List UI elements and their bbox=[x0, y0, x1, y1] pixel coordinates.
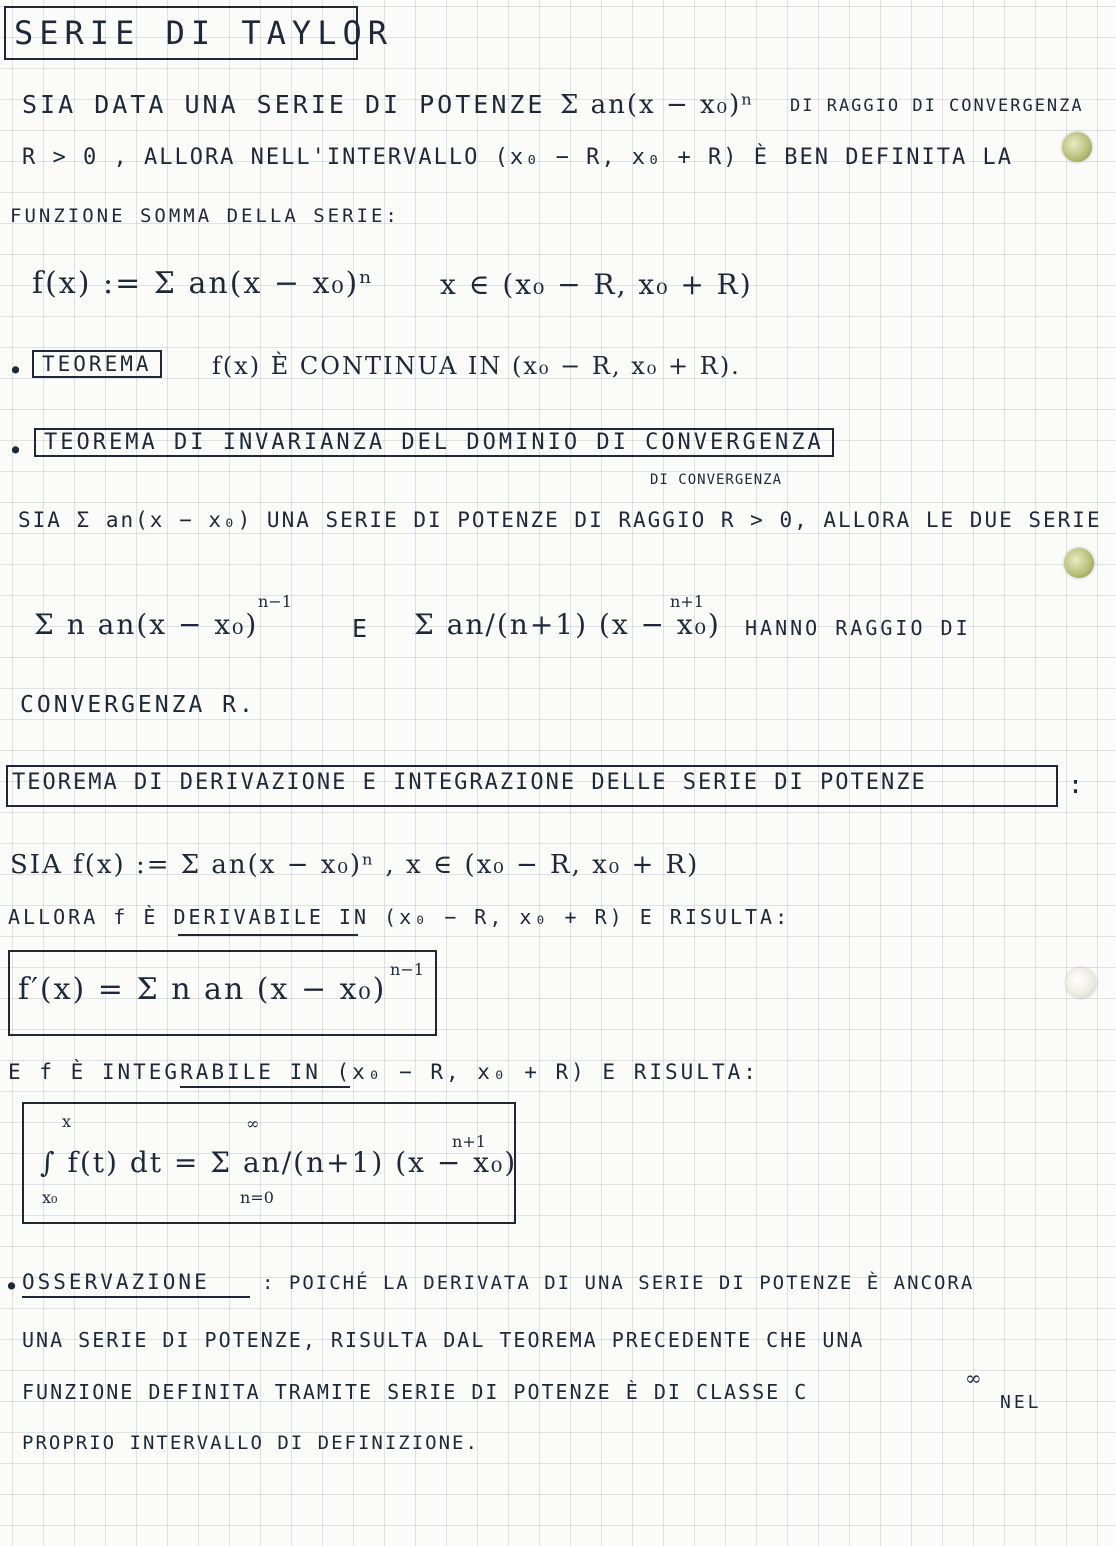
sum-lower-limit: n=0 bbox=[240, 1188, 274, 1207]
theorem2-label: TEOREMA DI INVARIANZA DEL DOMINIO DI CONVERGENZA bbox=[34, 428, 834, 457]
binder-hole-2 bbox=[1064, 548, 1094, 578]
theorem1-label: TEOREMA bbox=[32, 350, 162, 378]
theorem2-and: E bbox=[352, 614, 371, 643]
integral-formula: ∫ f(t) dt = Σ an/(n+1) (x − x₀) bbox=[40, 1146, 518, 1179]
observation-class-exp: ∞ bbox=[965, 1366, 982, 1390]
integral-exp: n+1 bbox=[452, 1132, 486, 1151]
observation-line-1: : POICHÉ LA DERIVATA DI UNA SERIE DI POTENZE È ANCORA bbox=[262, 1272, 975, 1294]
theorem3-colon: : bbox=[1068, 770, 1087, 799]
theorem3-line-1: SIA f(x) := Σ an(x − x₀)ⁿ , x ∈ (x₀ − R, x₀ + R) bbox=[10, 850, 700, 880]
theorem2-bullet: • bbox=[8, 436, 27, 465]
derivative-formula: f′(x) = Σ n an (x − x₀) bbox=[18, 972, 387, 1007]
theorem2-series-a: Σ n an(x − x₀) bbox=[34, 608, 259, 641]
page-title: SERIE DI TAYLOR bbox=[14, 14, 393, 52]
definition-domain: x ∈ (x₀ − R, x₀ + R) bbox=[440, 268, 753, 301]
sum-upper-limit: ∞ bbox=[246, 1114, 260, 1133]
definition-formula: f(x) := Σ an(x − x₀)ⁿ bbox=[32, 266, 375, 301]
binder-hole-1 bbox=[1062, 132, 1092, 162]
intro-line-3: FUNZIONE SOMMA DELLA SERIE: bbox=[10, 205, 400, 227]
intro-line-2: R > 0 , ALLORA NELL'INTERVALLO (x₀ − R, x₀ + R) È BEN DEFINITA LA bbox=[22, 145, 1013, 170]
theorem2-line-3: CONVERGENZA R. bbox=[20, 692, 256, 718]
observation-line-3-end: NEL bbox=[1000, 1392, 1042, 1413]
theorem2-tail: HANNO RAGGIO DI bbox=[745, 616, 971, 640]
intro-line-1: SIA DATA UNA SERIE DI POTENZE bbox=[22, 90, 546, 119]
theorem1-bullet: • bbox=[8, 356, 27, 385]
theorem2-line-1: SIA Σ an(x − x₀) UNA SERIE DI POTENZE DI RAGGIO R > 0, ALLORA LE DUE SERIE bbox=[18, 508, 1102, 532]
theorem2-series-b: Σ an/(n+1) (x − x₀) bbox=[414, 608, 721, 641]
binder-hole-3 bbox=[1066, 968, 1096, 998]
theorem2-annotation: DI CONVERGENZA bbox=[650, 472, 783, 488]
theorem3-line-3: E f È INTEGRABILE IN (x₀ − R, x₀ + R) E RISULTA: bbox=[8, 1060, 759, 1084]
observation-line-4: PROPRIO INTERVALLO DI DEFINIZIONE. bbox=[22, 1432, 479, 1454]
theorem3-label: TEOREMA DI DERIVAZIONE E INTEGRAZIONE DELLE SERIE DI POTENZE bbox=[12, 770, 927, 795]
derivable-underline bbox=[178, 934, 358, 936]
observation-underline bbox=[22, 1296, 250, 1298]
intro-line-1-end: DI RAGGIO DI CONVERGENZA bbox=[790, 96, 1084, 116]
theorem2-exp-b: n+1 bbox=[670, 592, 704, 611]
observation-bullet: • bbox=[4, 1272, 23, 1301]
theorem2-exp-a: n−1 bbox=[258, 592, 292, 611]
theorem1-text: f(x) È CONTINUA IN (x₀ − R, x₀ + R). bbox=[212, 352, 741, 380]
integral-upper-limit: x bbox=[62, 1112, 72, 1131]
integrable-underline bbox=[180, 1086, 350, 1088]
theorem3-line-2: ALLORA f È DERIVABILE IN (x₀ − R, x₀ + R) E RISULTA: bbox=[8, 905, 791, 929]
observation-line-3: FUNZIONE DEFINITA TRAMITE SERIE DI POTENZE È DI CLASSE C bbox=[22, 1380, 809, 1404]
observation-line-2: UNA SERIE DI POTENZE, RISULTA DAL TEOREMA PRECEDENTE CHE UNA bbox=[22, 1328, 865, 1352]
intro-series: Σ an(x − x₀)ⁿ bbox=[560, 90, 755, 120]
derivative-exp: n−1 bbox=[390, 960, 424, 979]
observation-label: OSSERVAZIONE bbox=[22, 1270, 210, 1294]
integral-lower-limit: x₀ bbox=[42, 1188, 58, 1207]
